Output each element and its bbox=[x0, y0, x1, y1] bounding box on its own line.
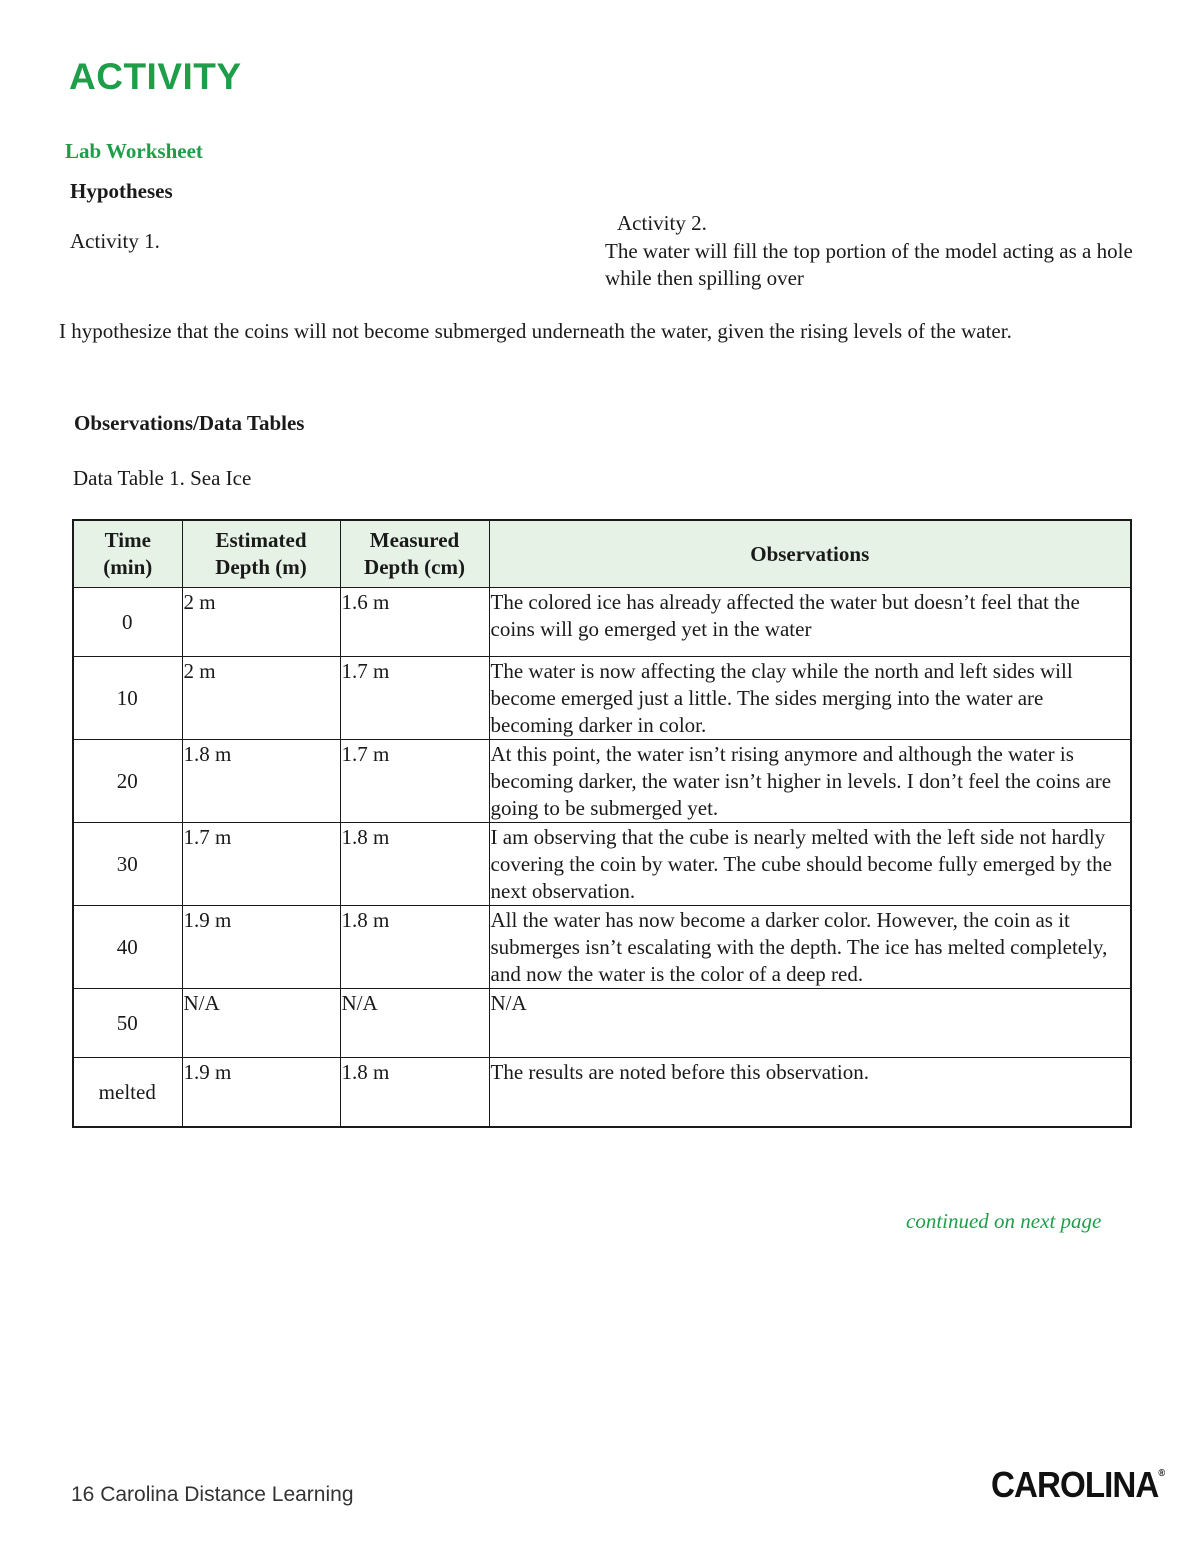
time-cell: 50 bbox=[73, 989, 182, 1058]
time-cell: 30 bbox=[73, 823, 182, 906]
table-header-row bbox=[73, 520, 1131, 588]
activity-heading: ACTIVITY bbox=[69, 56, 242, 97]
estimated-depth-cell: 2 m bbox=[182, 588, 340, 657]
sea-ice-data-table bbox=[72, 519, 1132, 1128]
estimated-depth-cell: 1.7 m bbox=[182, 823, 340, 906]
header-time: Time (min) bbox=[73, 520, 182, 588]
observation-cell: The results are noted before this observation. bbox=[489, 1058, 1131, 1128]
measured-depth-cell: 1.8 m bbox=[340, 906, 489, 989]
table-caption: Data Table 1. Sea Ice bbox=[73, 466, 252, 490]
registered-mark: ® bbox=[1158, 1468, 1165, 1479]
activity1-label: Activity 1. bbox=[70, 229, 160, 253]
table-row bbox=[73, 823, 1131, 906]
lab-worksheet-heading: Lab Worksheet bbox=[65, 139, 203, 163]
hypotheses-heading: Hypotheses bbox=[70, 179, 173, 203]
time-cell: 0 bbox=[73, 588, 182, 657]
observation-cell: N/A bbox=[489, 989, 1131, 1058]
measured-depth-cell: 1.8 m bbox=[340, 823, 489, 906]
observation-cell: All the water has now become a darker color. However, the coin as it submerges isn’t escalating with the depth. The ice has melted completely, and now the water is the color of a deep red. bbox=[489, 906, 1131, 989]
estimated-depth-cell: 2 m bbox=[182, 657, 340, 740]
estimated-depth-cell: N/A bbox=[182, 989, 340, 1058]
measured-depth-cell: 1.7 m bbox=[340, 657, 489, 740]
table-row bbox=[73, 740, 1131, 823]
estimated-depth-cell: 1.9 m bbox=[182, 1058, 340, 1128]
time-cell: 10 bbox=[73, 657, 182, 740]
continued-note: continued on next page bbox=[906, 1209, 1102, 1233]
activity2-hypothesis: The water will fill the top portion of the model acting as a hole while then spilling over bbox=[605, 239, 1133, 290]
estimated-depth-cell: 1.9 m bbox=[182, 906, 340, 989]
observation-cell: I am observing that the cube is nearly melted with the left side not hardly covering the coin by water. The cube should become fully emerged by the next observation. bbox=[489, 823, 1131, 906]
estimated-depth-cell: 1.8 m bbox=[182, 740, 340, 823]
measured-depth-cell: 1.8 m bbox=[340, 1058, 489, 1128]
table-row bbox=[73, 657, 1131, 740]
header-observations: Observations bbox=[489, 520, 1131, 588]
measured-depth-cell: N/A bbox=[340, 989, 489, 1058]
observation-cell: The water is now affecting the clay while the north and left sides will become emerged just a little. The sides merging into the water are becoming darker in color. bbox=[489, 657, 1131, 740]
table-row bbox=[73, 989, 1131, 1058]
table-row bbox=[73, 1058, 1131, 1128]
table-row bbox=[73, 588, 1131, 657]
time-cell: 40 bbox=[73, 906, 182, 989]
observations-heading: Observations/Data Tables bbox=[74, 411, 305, 435]
header-measured-depth: Measured Depth (cm) bbox=[340, 520, 489, 588]
logo-text: CAROLINA bbox=[991, 1464, 1159, 1505]
observation-cell: The colored ice has already affected the water but doesn’t feel that the coins will go emerged yet in the water bbox=[489, 588, 1131, 657]
carolina-logo bbox=[991, 1464, 1164, 1506]
activity2-label: Activity 2. bbox=[617, 211, 707, 235]
header-estimated-depth: Estimated Depth (m) bbox=[182, 520, 340, 588]
time-cell: melted bbox=[73, 1058, 182, 1128]
activity1-hypothesis: I hypothesize that the coins will not become submerged underneath the water, given the rising levels of the water. bbox=[59, 319, 1012, 343]
observation-cell: At this point, the water isn’t rising anymore and although the water is becoming darker, the water isn’t higher in levels. I don’t feel the coins are going to be submerged yet. bbox=[489, 740, 1131, 823]
time-cell: 20 bbox=[73, 740, 182, 823]
measured-depth-cell: 1.6 m bbox=[340, 588, 489, 657]
table-row bbox=[73, 906, 1131, 989]
measured-depth-cell: 1.7 m bbox=[340, 740, 489, 823]
footer-page-label: 16 Carolina Distance Learning bbox=[71, 1483, 354, 1506]
